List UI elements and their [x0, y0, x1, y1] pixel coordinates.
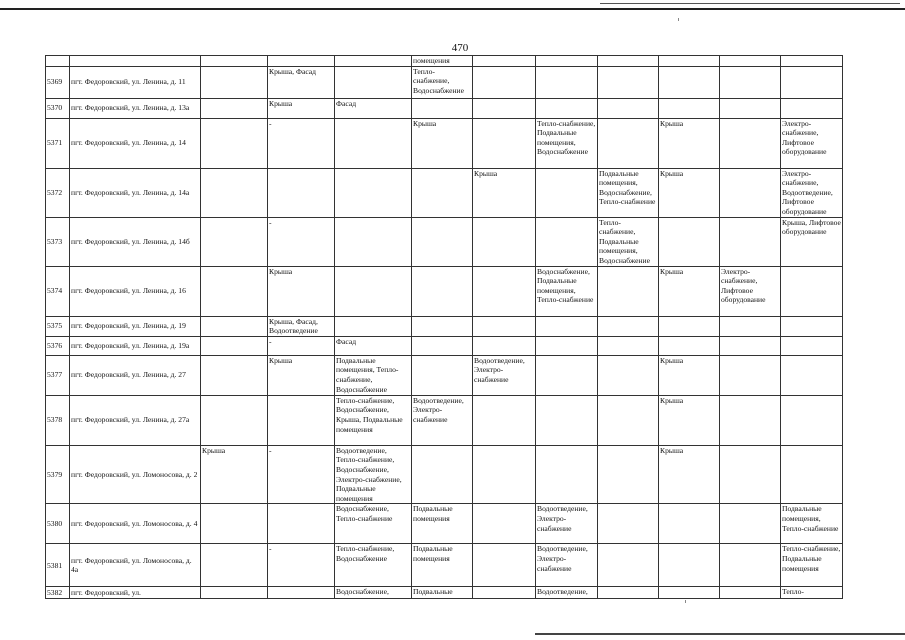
- row-number: 5369: [46, 66, 70, 98]
- work-period-cell: [659, 217, 720, 266]
- work-period-cell: [473, 118, 536, 168]
- table-row: [46, 66, 843, 98]
- work-period-cell: [720, 395, 781, 445]
- work-period-cell: [412, 445, 473, 504]
- table-row: [46, 587, 843, 599]
- work-period-cell: [201, 217, 268, 266]
- work-period-cell: [598, 587, 659, 599]
- table-row: [46, 336, 843, 355]
- work-period-cell: Тепло-: [781, 587, 843, 599]
- address-cell: пгт. Федоровский, ул. Ленина, д. 27а: [70, 395, 201, 445]
- work-period-cell: [412, 336, 473, 355]
- address-cell: пгт. Федоровский, ул. Ломоносова, д. 2: [70, 445, 201, 504]
- work-period-cell: [598, 544, 659, 587]
- work-period-cell: [720, 445, 781, 504]
- table-row: [46, 118, 843, 168]
- work-period-cell: [335, 118, 412, 168]
- work-period-cell: [335, 56, 412, 67]
- work-period-cell: -: [268, 544, 335, 587]
- work-period-cell: [598, 118, 659, 168]
- work-period-cell: [412, 266, 473, 316]
- work-period-cell: [201, 587, 268, 599]
- work-period-cell: [720, 587, 781, 599]
- work-period-cell: [598, 504, 659, 544]
- work-period-cell: [201, 118, 268, 168]
- address-cell: пгт. Федоровский, ул. Ленина, д. 14: [70, 118, 201, 168]
- work-period-cell: [412, 168, 473, 217]
- work-period-cell: [201, 56, 268, 67]
- table-row: [46, 56, 843, 67]
- work-period-cell: [720, 544, 781, 587]
- row-number: 5378: [46, 395, 70, 445]
- work-period-cell: Электро-снабжение, Лифтовое оборудование: [720, 266, 781, 316]
- work-period-cell: [536, 355, 598, 395]
- work-period-cell: Подвальные помещения, Водоснабжение, Тепло-снабжение: [598, 168, 659, 217]
- work-period-cell: [335, 316, 412, 336]
- work-period-cell: [720, 98, 781, 118]
- work-period-cell: -: [268, 118, 335, 168]
- work-period-cell: [201, 355, 268, 395]
- address-cell: пгт. Федоровский, ул.: [70, 587, 201, 599]
- row-number: 5370: [46, 98, 70, 118]
- work-period-cell: [781, 395, 843, 445]
- work-period-cell: [335, 266, 412, 316]
- work-period-cell: [201, 395, 268, 445]
- work-period-cell: [598, 395, 659, 445]
- work-period-cell: Крыша, Фасад: [268, 66, 335, 98]
- work-period-cell: [536, 168, 598, 217]
- work-period-cell: [473, 504, 536, 544]
- work-period-cell: Крыша: [201, 445, 268, 504]
- work-period-cell: Крыша: [659, 355, 720, 395]
- work-period-cell: Тепло-снабжение, Подвальные помещения: [781, 544, 843, 587]
- work-period-cell: [598, 445, 659, 504]
- row-number: 5371: [46, 118, 70, 168]
- work-period-cell: [659, 98, 720, 118]
- work-period-cell: Тепло-снабжение, Подвальные помещения, Водоснабжение: [536, 118, 598, 168]
- table-row: [46, 98, 843, 118]
- work-period-cell: [201, 266, 268, 316]
- address-cell: пгт. Федоровский, ул. Ленина, д. 27: [70, 355, 201, 395]
- work-period-cell: Фасад: [335, 336, 412, 355]
- address-cell: [70, 56, 201, 67]
- work-period-cell: [659, 56, 720, 67]
- work-period-cell: Водоотведение, Электро-снабжение: [536, 544, 598, 587]
- work-period-cell: [473, 66, 536, 98]
- work-period-cell: [335, 66, 412, 98]
- work-period-cell: [598, 316, 659, 336]
- address-cell: пгт. Федоровский, ул. Ломоносова, д. 4а: [70, 544, 201, 587]
- work-period-cell: Подвальные помещения: [412, 504, 473, 544]
- work-period-cell: Тепло-снабжение, Водоснабжение, Крыша, Подвальные помещения: [335, 395, 412, 445]
- work-period-cell: [201, 316, 268, 336]
- work-period-cell: [473, 217, 536, 266]
- work-period-cell: Водоотведение, Электро-снабжение: [536, 504, 598, 544]
- work-period-cell: помещения: [412, 56, 473, 67]
- work-period-cell: [201, 98, 268, 118]
- work-period-cell: [536, 217, 598, 266]
- work-period-cell: [659, 504, 720, 544]
- scan-mark: [685, 600, 686, 603]
- work-period-cell: [412, 355, 473, 395]
- work-period-cell: Водоснабжение, Тепло-снабжение: [335, 504, 412, 544]
- work-period-cell: [659, 316, 720, 336]
- address-cell: пгт. Федоровский, ул. Ленина, д. 13а: [70, 98, 201, 118]
- work-period-cell: [473, 445, 536, 504]
- row-number: 5382: [46, 587, 70, 599]
- work-period-cell: Крыша: [659, 445, 720, 504]
- work-period-cell: Тепло-снабжение, Подвальные помещения, Водоснабжение: [598, 217, 659, 266]
- work-period-cell: [201, 336, 268, 355]
- work-period-cell: Крыша: [659, 168, 720, 217]
- work-period-cell: [598, 336, 659, 355]
- work-period-cell: [536, 445, 598, 504]
- work-period-cell: [201, 66, 268, 98]
- work-period-cell: [598, 66, 659, 98]
- work-period-cell: [201, 504, 268, 544]
- work-period-cell: [598, 355, 659, 395]
- work-period-cell: Водоотведение,: [536, 587, 598, 599]
- work-period-cell: [201, 544, 268, 587]
- work-period-cell: Крыша: [659, 118, 720, 168]
- work-period-cell: Водоотведение, Электро-снабжение: [412, 395, 473, 445]
- work-period-cell: [720, 118, 781, 168]
- work-period-cell: Крыша: [659, 395, 720, 445]
- work-period-cell: Крыша: [268, 355, 335, 395]
- work-period-cell: [720, 316, 781, 336]
- work-period-cell: [659, 336, 720, 355]
- work-period-cell: Крыша: [412, 118, 473, 168]
- work-period-cell: [720, 66, 781, 98]
- row-number: 5380: [46, 504, 70, 544]
- table-row: [46, 266, 843, 316]
- address-cell: пгт. Федоровский, ул. Ломоносова, д. 4: [70, 504, 201, 544]
- row-number: 5379: [46, 445, 70, 504]
- register-table: [45, 55, 843, 599]
- work-period-cell: [598, 266, 659, 316]
- work-period-cell: Электро-снабжение, Лифтовое оборудование: [781, 118, 843, 168]
- work-period-cell: [335, 217, 412, 266]
- work-period-cell: [536, 56, 598, 67]
- row-number: 5377: [46, 355, 70, 395]
- work-period-cell: Электро-снабжение, Водоотведение, Лифтовое оборудование: [781, 168, 843, 217]
- work-period-cell: Тепло-снабжение, Водоснабжение: [335, 544, 412, 587]
- work-period-cell: [720, 504, 781, 544]
- work-period-cell: Тепло-снабжение, Водоснабжение: [412, 66, 473, 98]
- address-cell: пгт. Федоровский, ул. Ленина, д. 19а: [70, 336, 201, 355]
- address-cell: пгт. Федоровский, ул. Ленина, д. 14б: [70, 217, 201, 266]
- work-period-cell: -: [268, 445, 335, 504]
- top-rule: [0, 8, 905, 10]
- work-period-cell: [781, 355, 843, 395]
- work-period-cell: [781, 336, 843, 355]
- table-row: [46, 217, 843, 266]
- work-period-cell: [659, 66, 720, 98]
- table-row: [46, 395, 843, 445]
- work-period-cell: [720, 217, 781, 266]
- table-row: [46, 168, 843, 217]
- work-period-cell: Водоснабжение,: [335, 587, 412, 599]
- scan-mark: [678, 18, 679, 21]
- table-row: [46, 355, 843, 395]
- work-period-cell: [598, 98, 659, 118]
- work-period-cell: [536, 316, 598, 336]
- work-period-cell: [335, 168, 412, 217]
- address-cell: пгт. Федоровский, ул. Ленина, д. 11: [70, 66, 201, 98]
- row-number: 5381: [46, 544, 70, 587]
- work-period-cell: [268, 168, 335, 217]
- work-period-cell: [720, 355, 781, 395]
- work-period-cell: [781, 66, 843, 98]
- work-period-cell: [473, 98, 536, 118]
- work-period-cell: [473, 316, 536, 336]
- work-period-cell: [536, 395, 598, 445]
- table-row: [46, 544, 843, 587]
- work-period-cell: [536, 98, 598, 118]
- work-period-cell: [201, 168, 268, 217]
- work-period-cell: [268, 504, 335, 544]
- work-period-cell: Крыша: [659, 266, 720, 316]
- work-period-cell: [659, 587, 720, 599]
- work-period-cell: Крыша, Фасад, Водоотведение: [268, 316, 335, 336]
- address-cell: пгт. Федоровский, ул. Ленина, д. 16: [70, 266, 201, 316]
- work-period-cell: [598, 56, 659, 67]
- row-number: [46, 56, 70, 67]
- work-period-cell: Подвальные помещения, Тепло-снабжение, Водоснабжение: [335, 355, 412, 395]
- work-period-cell: [268, 56, 335, 67]
- bottom-rule: [535, 633, 905, 635]
- work-period-cell: [268, 395, 335, 445]
- work-period-cell: Крыша: [268, 98, 335, 118]
- row-number: 5372: [46, 168, 70, 217]
- work-period-cell: [781, 56, 843, 67]
- work-period-cell: Подвальные помещения, Тепло-снабжение: [781, 504, 843, 544]
- work-period-cell: [473, 266, 536, 316]
- work-period-cell: Водоотведение, Электро-снабжение: [473, 355, 536, 395]
- work-period-cell: [781, 266, 843, 316]
- work-period-cell: Подвальные: [412, 587, 473, 599]
- work-period-cell: [473, 395, 536, 445]
- work-period-cell: [781, 98, 843, 118]
- table-row: [46, 316, 843, 336]
- work-period-cell: [412, 98, 473, 118]
- work-period-cell: [781, 316, 843, 336]
- page-number: 470: [451, 42, 469, 54]
- work-period-cell: [473, 587, 536, 599]
- work-period-cell: [473, 336, 536, 355]
- row-number: 5373: [46, 217, 70, 266]
- work-period-cell: Фасад: [335, 98, 412, 118]
- address-cell: пгт. Федоровский, ул. Ленина, д. 19: [70, 316, 201, 336]
- table-row: [46, 445, 843, 504]
- address-cell: пгт. Федоровский, ул. Ленина, д. 14а: [70, 168, 201, 217]
- work-period-cell: Водоснабжение, Подвальные помещения, Тепло-снабжение: [536, 266, 598, 316]
- row-number: 5374: [46, 266, 70, 316]
- row-number: 5376: [46, 336, 70, 355]
- work-period-cell: [536, 66, 598, 98]
- work-period-cell: [412, 217, 473, 266]
- work-period-cell: Крыша: [473, 168, 536, 217]
- work-period-cell: [473, 544, 536, 587]
- table-row: [46, 504, 843, 544]
- work-period-cell: [536, 336, 598, 355]
- work-period-cell: [659, 544, 720, 587]
- work-period-cell: Водоотведение, Тепло-снабжение, Водоснабжение, Электро-снабжение, Подвальные помещения: [335, 445, 412, 504]
- work-period-cell: [781, 445, 843, 504]
- work-period-cell: -: [268, 217, 335, 266]
- work-period-cell: Крыша: [268, 266, 335, 316]
- top-rule-secondary: [600, 3, 900, 4]
- work-period-cell: [720, 56, 781, 67]
- work-period-cell: Крыша, Лифтовое оборудование: [781, 217, 843, 266]
- work-period-cell: [720, 168, 781, 217]
- work-period-cell: [412, 316, 473, 336]
- work-period-cell: Подвальные помещения: [412, 544, 473, 587]
- work-period-cell: [720, 336, 781, 355]
- work-period-cell: [268, 587, 335, 599]
- work-period-cell: [473, 56, 536, 67]
- work-period-cell: -: [268, 336, 335, 355]
- row-number: 5375: [46, 316, 70, 336]
